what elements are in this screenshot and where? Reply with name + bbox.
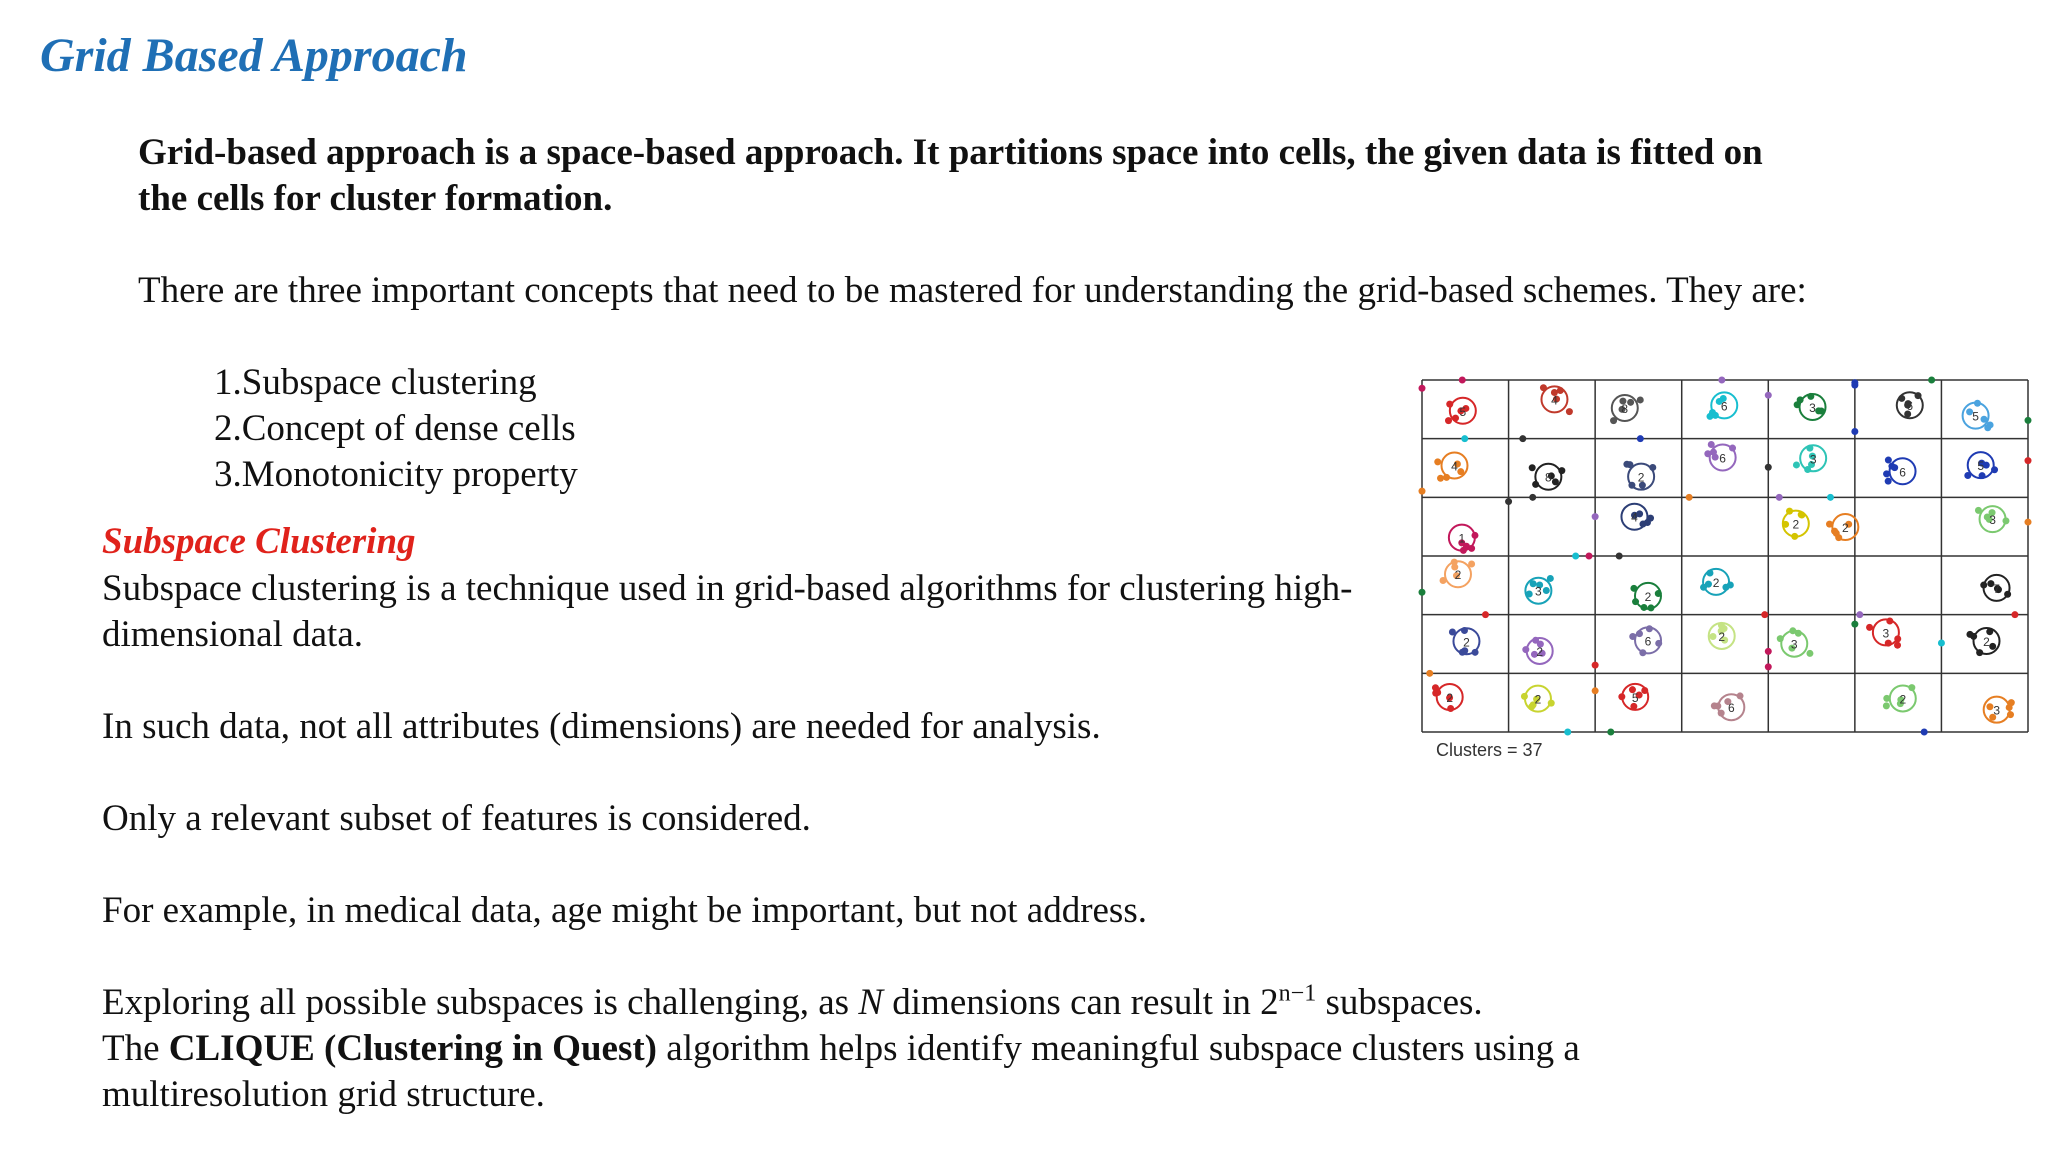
clusters-count-label: Clusters = 37 [1436,740,1543,760]
data-point [1711,702,1718,709]
paragraph-clique [102,980,1602,1118]
data-point [1592,687,1599,694]
data-point [1827,494,1834,501]
cluster [1706,392,1737,420]
data-point [1928,377,1935,384]
cluster-label: 2 [1644,589,1652,604]
data-point [1765,663,1772,670]
cluster [1440,559,1476,588]
data-point [1885,478,1892,485]
data-point [1529,494,1536,501]
cluster-label: 6 [1727,701,1735,716]
data-point [2025,417,2032,424]
cluster [1610,395,1644,424]
cluster [1711,692,1744,720]
data-point [1921,729,1928,736]
cluster-label: 3 [1989,513,1996,528]
data-point [1627,399,1634,406]
cluster [1782,508,1809,540]
cluster-label: 2 [1463,635,1470,650]
data-point [1776,494,1783,501]
data-point [1851,428,1858,435]
cluster-label: 3 [1882,626,1890,641]
cluster [1980,575,2011,601]
data-point [1529,464,1536,471]
data-point [1592,513,1599,520]
data-point [1815,407,1822,414]
data-point [2025,519,2032,526]
cluster-label: 8 [1621,402,1629,417]
cluster [1449,525,1479,554]
data-point [1426,670,1433,677]
data-point [1572,553,1579,560]
data-point [1505,498,1512,505]
cluster [1522,637,1552,664]
cluster-label: 2 [1712,575,1720,590]
data-point [1866,624,1873,631]
cluster [1709,622,1735,649]
data-point [1765,648,1772,655]
cluster [1700,569,1734,595]
cluster-label: 4 [1451,459,1458,474]
cluster [1445,398,1476,424]
grid-cluster-figure [1418,376,2032,766]
data-point [1709,633,1716,640]
data-point [1793,461,1800,468]
cluster [1826,514,1858,541]
paragraph-subset: Only a relevant subset of features is considered. [102,798,811,839]
paragraph-example: For example, in medical data, age might be important, but not address. [102,890,1147,931]
data-point [1718,377,1725,384]
clique-term: CLIQUE (Clustering in Quest) [168,1028,658,1069]
concept-item: 1.Subspace clustering [214,362,537,403]
data-point [1761,611,1768,618]
data-point [1592,662,1599,669]
cluster-label: 2 [1534,692,1542,707]
cluster [1866,617,1901,648]
cluster-label: 2 [1718,629,1726,644]
data-point [1586,553,1593,560]
cluster-label: 2 [1899,692,1907,707]
cluster [1794,393,1826,420]
cluster-label: 2 [1841,521,1849,536]
cluster-label: 3 [1993,703,2001,718]
cluster-label: 6 [1720,399,1728,414]
cluster-label: 2 [1637,470,1645,485]
data-point [1637,396,1644,403]
intro-paragraph: Grid-based approach is a space-based approach. It partitions space into cells, the given data is fitted on the cells for cluster formation. [138,132,1763,219]
cluster-label: 3 [1790,637,1798,652]
paragraph-definition: Subspace clustering is a technique used in grid-based algorithms for clustering high-dimensional data. [102,568,1353,655]
cluster [1629,625,1662,656]
cluster [1449,627,1480,656]
data-point [1607,729,1614,736]
cluster-label: 4 [1631,510,1638,525]
concept-item: 2.Concept of dense cells [214,408,576,449]
cluster-label: 3 [1535,584,1542,599]
cluster-label: 6 [1906,399,1914,414]
cluster-label: 3 [1809,452,1817,467]
subspace-heading: Subspace Clustering [102,521,416,562]
cluster-label: 5 [1459,404,1467,419]
cluster-label: 6 [1899,465,1906,480]
cluster [1966,628,1999,656]
data-point [1989,643,1996,650]
cluster [1540,384,1573,415]
cluster-label: 2 [1983,634,1990,649]
cluster-label: 3 [1809,401,1816,416]
data-point [1419,589,1426,596]
data-point [1482,611,1489,618]
cluster-label: 5 [1972,409,1979,424]
cluster-label: 2 [1536,644,1544,659]
cluster [1777,627,1814,657]
cluster [1963,400,1994,432]
cluster [1793,445,1826,473]
text: Exploring all possible subspaces is challenging, as [102,982,859,1023]
cluster [1883,684,1916,711]
cluster [1623,461,1656,490]
cluster-label: 7 [1993,581,2000,596]
cluster [1618,684,1648,710]
cluster-label: 4 [1551,393,1558,408]
data-point [1564,729,1571,736]
cluster [1525,575,1553,604]
variable-n: N [858,982,884,1023]
data-point [1851,621,1858,628]
data-point [1883,702,1890,709]
cluster [1704,441,1736,470]
data-point [2025,457,2032,464]
cluster-label: 6 [1719,451,1726,466]
cluster [1975,506,2010,532]
data-point [1686,494,1693,501]
paragraph-attributes: In such data, not all attributes (dimensions) are needed for analysis. [102,706,1101,747]
cluster-label: 2 [1446,690,1454,705]
text: subspaces. [1316,982,1483,1023]
data-point [1623,461,1630,468]
text: dimensions can result in 2 [883,982,1279,1023]
cluster [1630,583,1661,612]
cluster [1897,392,1923,418]
cluster [1434,453,1467,482]
data-point [1765,392,1772,399]
cluster [1529,464,1566,490]
data-point [1885,457,1892,464]
exponent: n−1 [1278,980,1317,1007]
text: The [102,1028,169,1069]
concept-list [214,360,578,498]
cluster [1883,457,1915,485]
data-point [1938,640,1945,647]
page-title: Grid Based Approach [40,29,468,82]
data-point [1806,650,1813,657]
data-point [1434,458,1441,465]
cluster-label: 2 [1454,568,1462,583]
cluster [1521,686,1555,712]
data-point [1459,377,1466,384]
concept-item: 3.Monotonicity property [214,454,578,495]
data-point [1437,475,1444,482]
data-point [1616,553,1623,560]
cluster-label: 6 [1644,634,1652,649]
cluster [1621,504,1654,530]
data-point [1519,435,1526,442]
cluster [1984,697,2015,723]
text: algorithm helps identify meaningful subspace clusters using a multiresolution grid structure. [102,1028,1580,1115]
data-point [1566,408,1573,415]
data-point [1419,385,1426,392]
data-point [2011,611,2018,618]
cluster [1964,452,1998,479]
cluster-label: 2 [1792,517,1800,532]
cluster [1432,684,1463,712]
data-point [1851,382,1858,389]
data-point [1637,435,1644,442]
concepts-intro: There are three important concepts that need to be mastered for understanding the grid-based schemes. They are: [138,270,1807,311]
cluster-label: 1 [1458,531,1466,546]
data-point [1419,488,1426,495]
data-point [1856,611,1863,618]
data-point [1765,464,1772,471]
cluster-label: 8 [1545,470,1552,485]
data-point [1461,435,1468,442]
cluster-label: 5 [1977,459,1985,474]
data-point [1543,587,1550,594]
cluster-label: 5 [1631,690,1639,705]
